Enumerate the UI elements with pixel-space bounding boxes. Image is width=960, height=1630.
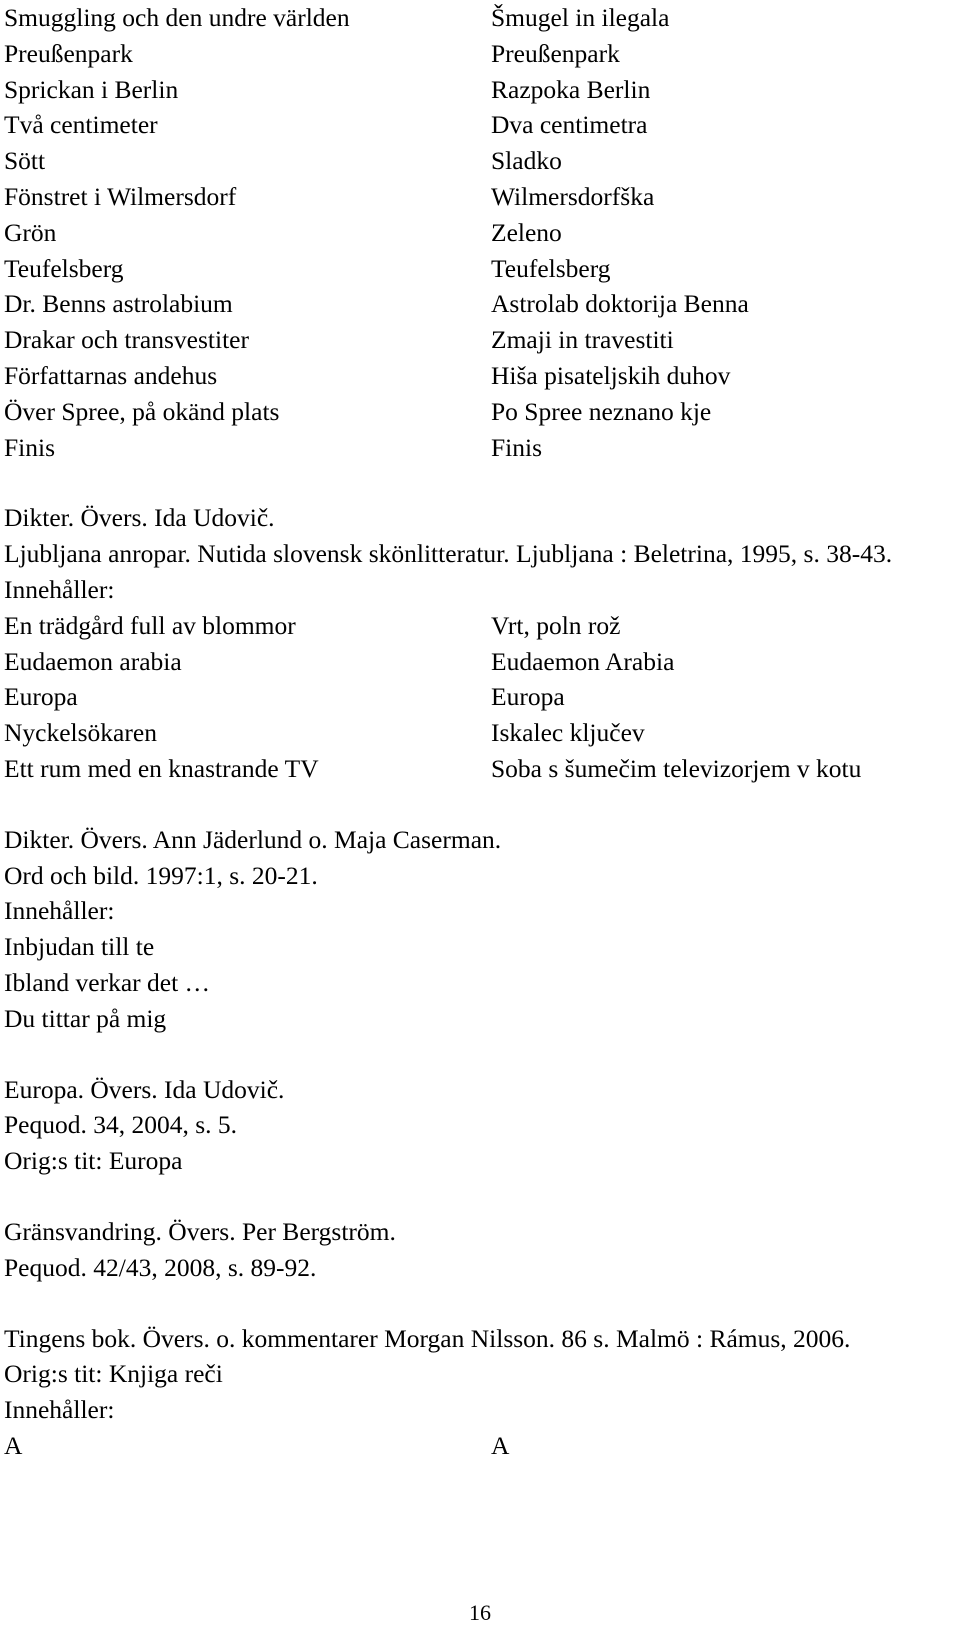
swedish-title: Fönstret i Wilmersdorf xyxy=(4,181,237,211)
swedish-title: Sprickan i Berlin xyxy=(4,74,179,104)
original-title: Orig:s tit: Europa xyxy=(4,1146,183,1176)
swedish-title: Ett rum med en knastrande TV xyxy=(4,753,319,783)
spacer xyxy=(4,465,956,500)
poem-list-top xyxy=(4,0,956,465)
swedish-title: Teufelsberg xyxy=(4,253,124,283)
poem-row xyxy=(4,143,956,179)
slovene-title: Soba s šumečim televizorjem v kotu xyxy=(491,753,862,783)
entry-source: Pequod. 42/43, 2008, s. 89-92. xyxy=(4,1252,317,1282)
slovene-title: Zmaji in travestiti xyxy=(491,325,674,355)
poem-row xyxy=(4,430,956,466)
poem-row xyxy=(4,679,956,715)
poem-row xyxy=(4,215,956,251)
swedish-title: Två centimeter xyxy=(4,110,158,140)
entry-pequod-42 xyxy=(4,1214,956,1286)
document-page xyxy=(4,0,956,1464)
poem-row xyxy=(4,36,956,72)
swedish-title: Dr. Benns astrolabium xyxy=(4,289,233,319)
poem-title: Du tittar på mig xyxy=(4,1003,167,1033)
entry-title: Dikter. Övers. Ann Jäderlund o. Maja Caserman. xyxy=(4,824,502,854)
contents-label: Innehåller: xyxy=(4,1395,115,1425)
swedish-title: A xyxy=(4,1430,23,1460)
spacer xyxy=(4,1037,956,1072)
poem-title: Ibland verkar det … xyxy=(4,967,211,997)
swedish-title: Nyckelsökaren xyxy=(4,718,157,748)
swedish-title: En trädgård full av blommor xyxy=(4,610,296,640)
poem-title: Inbjudan till te xyxy=(4,932,155,962)
entry-source: Ljubljana anropar. Nutida slovensk skönlitteratur. Ljubljana : Beletrina, 1995, s. 38-43. xyxy=(4,539,893,569)
slovene-title: Eudaemon Arabia xyxy=(491,646,675,676)
poem-row xyxy=(4,608,956,644)
poem-row xyxy=(4,394,956,430)
swedish-title: Författarnas andehus xyxy=(4,360,218,390)
swedish-title: Europa xyxy=(4,682,78,712)
slovene-title: A xyxy=(491,1430,510,1460)
swedish-title: Grön xyxy=(4,217,57,247)
swedish-title: Drakar och transvestiter xyxy=(4,325,249,355)
spacer xyxy=(4,1286,956,1321)
slovene-title: Astrolab doktorija Benna xyxy=(491,289,749,319)
spacer xyxy=(4,787,956,822)
page-number: 16 xyxy=(469,1600,491,1625)
slovene-title: Vrt, poln rož xyxy=(491,610,621,640)
swedish-title: Finis xyxy=(4,432,56,462)
slovene-title: Preußenpark xyxy=(491,38,620,68)
poem-row xyxy=(4,322,956,358)
slovene-title: Šmugel in ilegala xyxy=(491,3,670,32)
poem-row xyxy=(4,358,956,394)
entry-title: Europa. Övers. Ida Udovič. xyxy=(4,1074,285,1104)
swedish-title: Preußenpark xyxy=(4,38,133,68)
entry-ljubljana-anropar xyxy=(4,500,956,786)
slovene-title: Wilmersdorfška xyxy=(491,181,655,211)
slovene-title: Iskalec ključev xyxy=(491,718,645,748)
slovene-title: Po Spree neznano kje xyxy=(491,396,712,426)
poem-row xyxy=(4,0,956,36)
slovene-title: Finis xyxy=(491,432,543,462)
slovene-title: Europa xyxy=(491,682,565,712)
entry-ord-och-bild xyxy=(4,822,956,1037)
poem-row xyxy=(4,1428,956,1464)
poem-row xyxy=(4,715,956,751)
poem-row xyxy=(4,644,956,680)
swedish-title: Smuggling och den undre världen xyxy=(4,3,350,32)
poem-row xyxy=(4,179,956,215)
poem-row xyxy=(4,72,956,108)
entry-title: Tingens bok. Övers. o. kommentarer Morgan Nilsson. 86 s. Malmö : Rámus, 2006. xyxy=(4,1323,851,1353)
poem-row xyxy=(4,751,956,787)
slovene-title: Zeleno xyxy=(491,217,562,247)
poem-row xyxy=(4,286,956,322)
original-title: Orig:s tit: Knjiga reči xyxy=(4,1359,223,1389)
slovene-title: Teufelsberg xyxy=(491,253,611,283)
poem-row xyxy=(4,251,956,287)
swedish-title: Eudaemon arabia xyxy=(4,646,182,676)
entry-title: Gränsvandring. Övers. Per Bergström. xyxy=(4,1216,396,1246)
slovene-title: Sladko xyxy=(491,146,562,176)
entry-tingens-bok xyxy=(4,1321,956,1464)
contents-label: Innehåller: xyxy=(4,896,115,926)
spacer xyxy=(4,1179,956,1214)
entry-title: Dikter. Övers. Ida Udovič. xyxy=(4,503,275,533)
entry-source: Ord och bild. 1997:1, s. 20-21. xyxy=(4,860,318,890)
swedish-title: Över Spree, på okänd plats xyxy=(4,396,280,426)
slovene-title: Razpoka Berlin xyxy=(491,74,651,104)
poem-row xyxy=(4,107,956,143)
swedish-title: Sött xyxy=(4,146,46,176)
entry-pequod-34 xyxy=(4,1072,956,1179)
slovene-title: Hiša pisateljskih duhov xyxy=(491,360,731,390)
slovene-title: Dva centimetra xyxy=(491,110,648,140)
entry-source: Pequod. 34, 2004, s. 5. xyxy=(4,1110,238,1140)
contents-label: Innehåller: xyxy=(4,574,115,604)
